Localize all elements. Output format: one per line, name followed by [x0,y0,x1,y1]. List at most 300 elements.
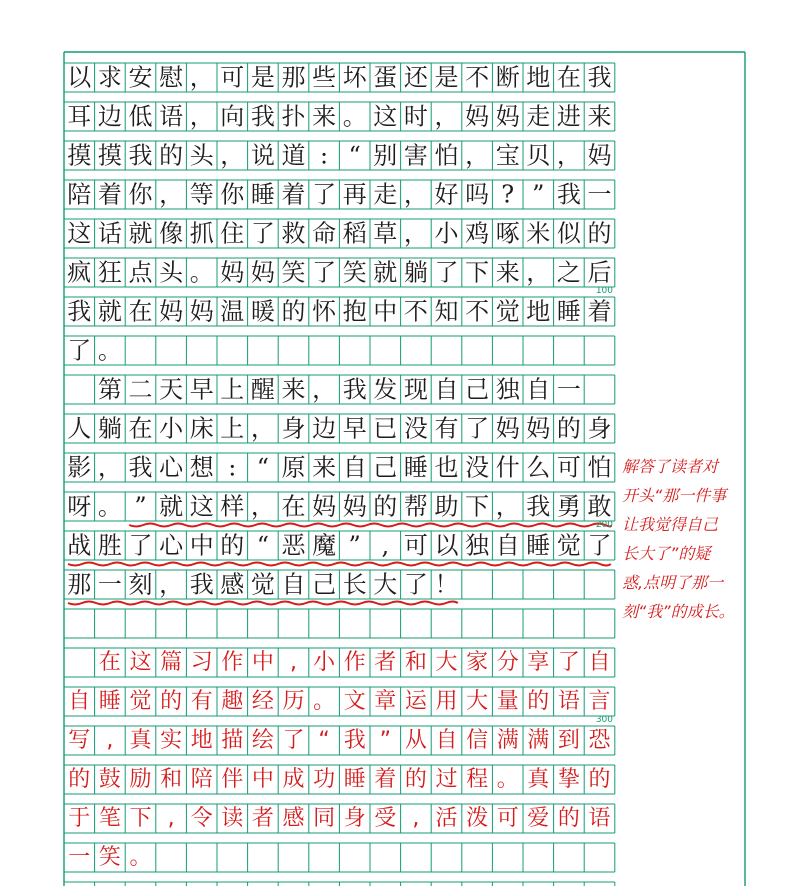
grid-char: ， [495,492,520,521]
grid-char: 头 [189,141,214,170]
grid-char: 作 [221,650,244,675]
grid-char: 妈 [342,492,367,521]
grid-char: : [320,141,329,170]
grid-char: 上 [220,414,245,443]
grid-char: 文 [343,689,366,714]
grid-char: ， [312,375,337,404]
wavy-underline [129,524,611,527]
grid-char: 感 [282,806,305,831]
grid-char: 战 [67,531,92,560]
grid-char: 再 [342,180,367,209]
grid-char: 躺 [97,414,122,443]
grid-char: 。 [496,767,519,792]
grid-char: 经 [251,689,274,714]
grid-char: 就 [373,258,398,287]
grid-char: , [381,531,390,560]
grid-char: 小 [313,650,336,675]
word-count-100: 100 [595,286,613,296]
grid-char: 真 [527,767,550,792]
grid-char: 之 [556,258,581,287]
wavy-underline [68,563,611,566]
grid-char: 还 [403,63,428,92]
grid-char: 满 [527,728,550,753]
grid-char: 妈 [312,492,337,521]
grid-char: 暖 [250,297,275,326]
grid-char: 陪 [190,767,213,792]
grid-char: 可 [403,531,428,560]
grid-char: 别 [373,141,398,170]
grid-char: 我 [526,492,551,521]
grid-char: 中 [189,531,214,560]
grid-char: 从 [404,728,427,753]
grid-char: 大 [466,689,489,714]
grid-char: ， [189,102,214,131]
grid-char: 命 [312,219,337,248]
grid-char: 温 [220,297,245,326]
grid-char: 向 [220,102,245,131]
grid-char: 我 [556,180,581,209]
grid-char: 。 [342,102,367,131]
grid-char: , [412,806,420,831]
grid-char: 者 [374,650,397,675]
grid-char: 小 [434,219,459,248]
grid-char: 妈 [189,297,214,326]
grid-char: 草 [373,219,398,248]
grid-char: 这 [129,650,152,675]
grid-char: ? [501,180,515,209]
grid-char: 真 [129,728,152,753]
grid-char: 我 [342,375,367,404]
grid-char: 中 [251,767,274,792]
grid-char: 那 [67,570,92,599]
grid-char: 己 [373,453,398,482]
grid-char: 的 [373,492,398,521]
grid-char: 以 [67,63,92,92]
grid-char: 大 [373,570,398,599]
grid-char: 中 [373,297,398,326]
teacher-margin-note [622,452,750,626]
grid-char: ， [189,63,214,92]
grid-char: 了 [128,531,153,560]
grid-char: 了 [312,258,337,287]
grid-char: 一 [556,375,581,404]
grid-char: 令 [190,806,213,831]
grid-char: 进 [556,102,581,131]
grid-char: 坏 [342,63,367,92]
grid-char: 么 [526,453,551,482]
grid-char: 不 [403,297,428,326]
grid-char: 妈 [495,102,520,131]
grid-char: 独 [495,375,520,404]
grid-char: 以 [434,531,459,560]
grid-char: 睡 [98,689,121,714]
grid-char: 。 [189,258,214,287]
grid-char: 救 [281,219,306,248]
grid-char: 抓 [189,219,214,248]
grid-char: 信 [466,728,489,753]
grid-char: 鼓 [98,767,121,792]
grid-char: 身 [587,414,612,443]
grid-char: 自 [495,531,520,560]
grid-char: 慰 [159,63,184,92]
grid-char: 住 [220,219,245,248]
grid-char: 在 [128,297,153,326]
grid-char: “ [318,728,330,753]
grid-char: 了 [282,728,305,753]
grid-char: 我 [250,102,275,131]
grid-char: 语 [588,806,611,831]
grid-char: 长 [342,570,367,599]
grid-char: 中 [251,650,274,675]
grid-char: 些 [312,63,337,92]
grid-char: ！ [434,570,459,599]
grid-char: 量 [496,689,519,714]
grid-char: 没 [465,453,490,482]
grid-char: 爱 [527,806,550,831]
grid-char: 不 [465,297,490,326]
grid-char: 你 [128,180,153,209]
grid-char: , [167,806,175,831]
grid-char: 的 [160,689,183,714]
grid-char: 已 [373,414,398,443]
grid-char: 觉 [556,531,581,560]
grid-char: 摸 [97,141,122,170]
grid-char: 断 [495,63,520,92]
grid-char: 受 [374,806,397,831]
word-count-200: 200 [595,520,613,530]
grid-char: , [290,650,297,675]
grid-char: 睡 [526,531,551,560]
grid-char: 自 [281,570,306,599]
word-count-300: 300 [595,715,613,725]
margin-note-line: 长大了”的疑 [622,544,711,563]
grid-char: 我 [343,728,366,753]
grid-char: 自 [434,375,459,404]
grid-char: 像 [159,219,184,248]
grid-char: 挚 [557,767,580,792]
grid-char: 在 [281,492,306,521]
grid-char: 的 [557,806,580,831]
grid-char: 怀 [312,297,337,326]
grid-char: 了 [403,570,428,599]
grid-char: 章 [374,689,397,714]
grid-char: 不 [465,63,490,92]
grid-char: 在 [556,63,581,92]
grid-char: 好 [434,180,459,209]
grid-char: 鸡 [465,219,490,248]
grid-char: 觉 [129,689,152,714]
grid-char: 似 [556,219,581,248]
grid-char: ， [250,414,275,443]
grid-char: 的 [220,531,245,560]
grid-char: 时 [403,102,428,131]
grid-char: 点 [128,258,153,287]
grid-char: 的 [159,141,184,170]
grid-char: 道 [281,141,306,170]
grid-char: 可 [496,806,519,831]
grid-char: 身 [343,806,366,831]
grid-char: 就 [97,297,122,326]
grid-char: 害 [403,141,428,170]
grid-char: 没 [403,414,428,443]
grid-char: 你 [220,180,245,209]
grid-char: 来 [312,453,337,482]
grid-char: 自 [68,689,91,714]
grid-char: 程 [466,767,489,792]
grid-char: 。 [313,689,336,714]
margin-note-line: 惑,点明了那一 [622,573,724,592]
grid-char: 敢 [587,492,612,521]
grid-char: 伴 [221,767,244,792]
grid-char: 妈 [495,414,520,443]
grid-char: 大 [435,650,458,675]
grid-char: 就 [159,492,184,521]
grid-char: 可 [220,63,245,92]
grid-char: 稻 [342,219,367,248]
grid-char: 感 [220,570,245,599]
grid-char: 有 [434,414,459,443]
grid-char: 后 [587,258,612,287]
grid-char: 分 [496,650,519,675]
grid-char: 走 [373,180,398,209]
grid-char: 吗 [465,180,490,209]
grid-char: 床 [189,414,214,443]
grid-char: 了 [465,414,490,443]
grid-char: 什 [495,453,520,482]
grid-char: 习 [190,650,213,675]
grid-char: 语 [159,102,184,131]
grid-char: 笑 [342,258,367,287]
grid-char: 的 [587,219,612,248]
grid-char: ， [556,141,581,170]
grid-char: 泼 [466,806,489,831]
grid-char: 过 [435,767,458,792]
grid-char: 我 [67,297,92,326]
grid-char: 的 [556,414,581,443]
grid-char: 在 [128,414,153,443]
grid-char: 天 [159,375,184,404]
grid-char: 来 [587,102,612,131]
grid-char: 一 [68,845,91,870]
grid-char: 狂 [97,258,122,287]
grid-char: 陪 [67,180,92,209]
grid-char: 人 [67,414,92,443]
grid-char: 怕 [434,141,459,170]
grid-char: 等 [189,180,214,209]
grid-char: 睡 [403,453,428,482]
grid-char: 啄 [495,219,520,248]
grid-char: 笔 [98,806,121,831]
grid-char: 米 [526,219,551,248]
grid-char: 写 [68,728,91,753]
grid-char: 家 [466,650,489,675]
grid-char: 躺 [403,258,428,287]
grid-char: 走 [526,102,551,131]
grid-char: 趣 [221,689,244,714]
grid-char: ， [159,180,184,209]
grid-char: 来 [495,258,520,287]
grid-char: 功 [313,767,336,792]
grid-char: 贝 [526,141,551,170]
grid-char: ” [134,492,147,521]
grid-char: 耳 [67,102,92,131]
grid-char: 那 [281,63,306,92]
grid-char: ， [220,141,245,170]
grid-char: , [106,728,114,753]
grid-char: 成 [282,767,305,792]
grid-char: 地 [526,63,551,92]
grid-char: 的 [404,767,427,792]
grid-char: 读 [221,806,244,831]
grid-char: : [228,453,237,482]
grid-char: 恶 [281,531,306,560]
grid-char: 心 [159,531,184,560]
grid-char: 睡 [556,297,581,326]
grid-char: 魔 [312,531,337,560]
grid-char: ， [465,141,490,170]
grid-char: ， [434,102,459,131]
grid-char: 了 [312,180,337,209]
margin-note-line: 让我觉得自己 [622,515,719,534]
grid-char: 着 [374,767,397,792]
grid-char: 妈 [220,258,245,287]
grid-char: 来 [312,102,337,131]
grid-char: 疯 [67,258,92,287]
grid-char: 的 [68,767,91,792]
grid-char: 着 [97,180,122,209]
grid-char: 早 [189,375,214,404]
grid-char: ， [403,180,428,209]
grid-char: 睡 [343,767,366,792]
grid-char: 的 [281,297,306,326]
grid-char: 求 [97,63,122,92]
grid-char: 自 [435,728,458,753]
grid-char: 醒 [250,375,275,404]
grid-char: 抱 [342,297,367,326]
grid-char: 着 [281,180,306,209]
grid-char: 笑 [98,845,121,870]
grid-char: 己 [465,375,490,404]
grid-char: 妈 [587,141,612,170]
grid-char: “ [348,141,361,170]
grid-char: 言 [588,689,611,714]
grid-char: 自 [588,650,611,675]
grid-char: 蛋 [373,63,398,92]
grid-char: 帮 [403,492,428,521]
grid-char: 运 [404,689,427,714]
grid-char: 者 [251,806,274,831]
grid-char: 一 [587,180,612,209]
grid-char: 觉 [250,570,275,599]
grid-char: ， [97,453,122,482]
grid-char: 篇 [160,650,183,675]
grid-char: 于 [68,806,91,831]
grid-char: 语 [557,689,580,714]
grid-char: 摸 [67,141,92,170]
grid-char: ” [532,180,545,209]
grid-char: “ [256,453,270,482]
grid-char: 自 [342,453,367,482]
grid-char: 妈 [526,414,551,443]
grid-char: 了 [67,336,92,365]
grid-char: 描 [221,728,244,753]
grid-char: 满 [496,728,519,753]
grid-char: 享 [527,650,550,675]
margin-note-line: 刻“我”的成长。 [622,602,735,621]
grid-char: 的 [588,767,611,792]
grid-char: 绘 [251,728,274,753]
grid-char: 实 [160,728,183,753]
grid-char: 下 [129,806,152,831]
grid-char: 作 [343,650,366,675]
grid-char: 下 [465,258,490,287]
grid-char: 自 [526,375,551,404]
grid-char: 头 [159,258,184,287]
grid-char: 我 [128,453,153,482]
grid-char: ， [403,219,428,248]
grid-char: 的 [527,689,550,714]
grid-char: 。 [129,845,152,870]
grid-char: 了 [557,650,580,675]
grid-char: 励 [129,767,152,792]
grid-char: 刻 [128,570,153,599]
grid-char: “ [256,531,270,560]
grid-char: 和 [404,650,427,675]
grid-char: 想 [189,453,214,482]
grid-char: 话 [97,219,122,248]
grid-char: 有 [190,689,213,714]
grid-char: 到 [557,728,580,753]
grid-char: 呀 [67,492,92,521]
grid-char: 这 [67,219,92,248]
grid-char: 活 [435,806,458,831]
grid-char: ， [526,258,551,287]
grid-char: 。 [97,336,122,365]
grid-char: 这 [373,102,398,131]
grid-char: 是 [434,63,459,92]
grid-char: 妈 [465,102,490,131]
grid-char: 独 [465,531,490,560]
grid-char: 着 [587,297,612,326]
grid-char: 样 [220,492,245,521]
grid-char: 一 [97,570,122,599]
grid-char: 早 [342,414,367,443]
grid-char: 了 [587,531,612,560]
grid-char: 小 [159,414,184,443]
grid-char: 勇 [556,492,581,521]
grid-char: 第 [97,375,122,404]
grid-char: 二 [128,375,153,404]
grid-char: ” [348,531,361,560]
grid-char: 影 [67,453,92,482]
grid-char: 己 [312,570,337,599]
grid-char: 地 [190,728,213,753]
grid-char: 助 [434,492,459,521]
margin-note-line: 开头“那一件事 [622,486,727,505]
grid-char: 妈 [250,258,275,287]
grid-char: 胜 [97,531,122,560]
grid-char: 是 [250,63,275,92]
grid-char: 我 [128,141,153,170]
grid-char: 说 [250,141,275,170]
grid-char: 边 [312,414,337,443]
grid-char: 地 [526,297,551,326]
grid-char: 扑 [281,102,306,131]
grid-char: 上 [220,375,245,404]
grid-char: 笑 [281,258,306,287]
grid-char: 可 [556,453,581,482]
grid-char: 心 [159,453,184,482]
